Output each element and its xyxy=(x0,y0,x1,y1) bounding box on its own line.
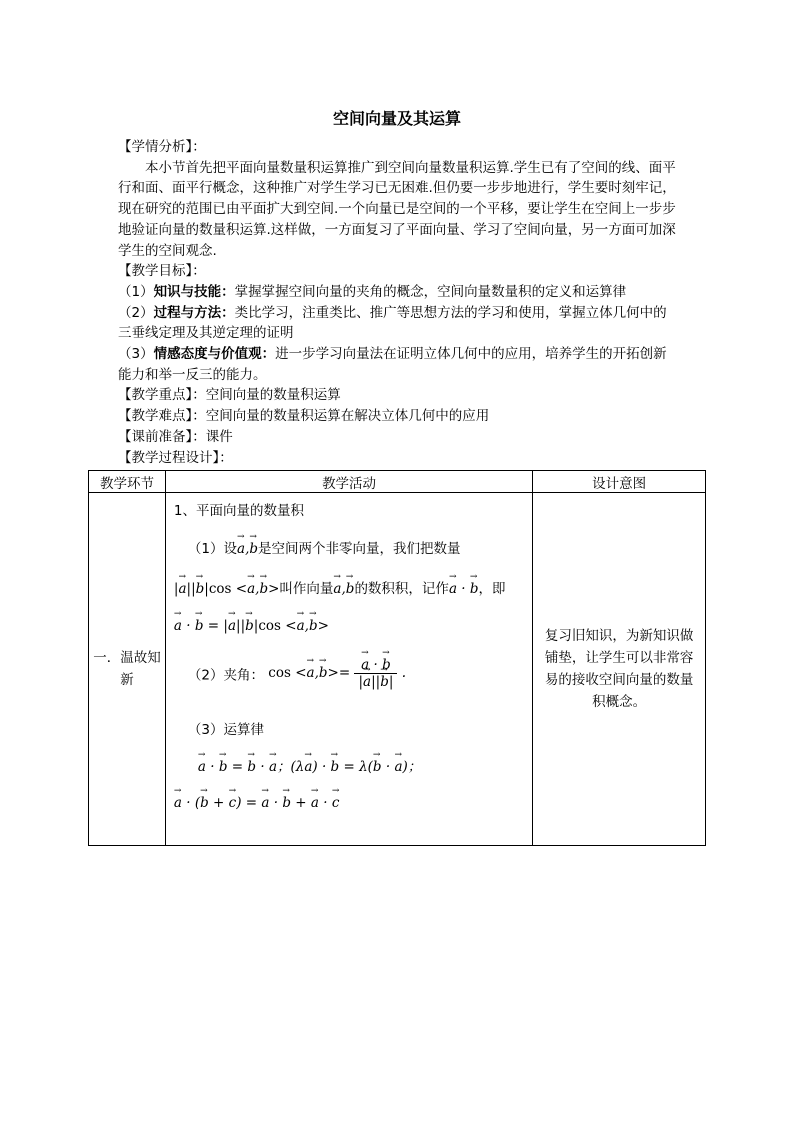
math-vectors-ab: → a,→ b xyxy=(237,541,258,557)
activity-line-3 xyxy=(174,618,329,634)
math-angle-formula: cos <→ a,→ b>= → $\frac{a \cdot \to b}{|\to a||\to b|}$ . xyxy=(268,665,406,681)
header-intent: 设计意图 xyxy=(533,471,706,493)
header-activity: 教学活动 xyxy=(165,471,532,493)
activity-line-5: （3）运算律 xyxy=(187,722,264,738)
goals-heading: 【教学目标】： xyxy=(118,263,206,280)
focus: 【教学重点】：空间向量的数量积运算 xyxy=(118,387,341,404)
math-distributive: → a · (→ b + → c) = → a · → b + → a · → c xyxy=(174,795,340,811)
preparation: 【课前准备】：课件 xyxy=(118,428,233,445)
activity-line-7 xyxy=(174,795,340,811)
stage-cell: 一．温故知新 xyxy=(89,493,166,846)
math-magnitude-cos: |→ a||→ b|cos <→ a,→ b> xyxy=(174,581,280,597)
math-dot-definition: → a · → b = |→ a||→ b|cos <→ a,→ b> xyxy=(174,618,329,634)
activity-line-2: |→ a||→ b|cos <→ a,→ b>叫作向量→ a,→ b的数积积，记作→ a · → b，即 xyxy=(174,577,506,597)
process-table xyxy=(88,470,706,846)
difficulty: 【教学难点】：空间向量的数量积运算在解决立体几何中的应用 xyxy=(118,408,490,425)
activity-line-6 xyxy=(198,755,421,775)
analysis-heading: 【学情分析】： xyxy=(118,139,206,155)
activity-cell xyxy=(165,493,532,846)
table-header-row xyxy=(89,471,706,493)
lesson-plan-body xyxy=(118,137,678,468)
activity-title: 1、平面向量的数量积 xyxy=(173,503,304,519)
goal-2: （2）过程与方法：类比学习，注重类比、推广等思想方法的学习和使用，掌握立体几何中的三垂线定理及其逆定理的证明 xyxy=(118,304,667,342)
math-commutative: → a · → b = → b · → a；(λ→ a) · → b = λ(→ b · → a)； xyxy=(198,759,421,775)
analysis-text: 本小节首先把平面向量数量积运算推广到空间向量数量积运算.学生已有了空间的线、面平行和面、面平行概念，这种推广对学生学习已无困难.但仍要一步步地进行，学生要时刻牢记，现在研究的范围已由平面扩大到空间.一个向量已是空间的一个平移，要让学生在空间上一步步地验证向量的数量积运算.这样做，一方面复习了平面向量、学习了空间向量，另一方面可加深学生的空间观念. xyxy=(118,159,676,259)
activity-line-1: （1）设→ a,→ b是空间两个非零向量，我们把数量 xyxy=(188,537,461,557)
math-vectors-ab-2: → a,→ b xyxy=(333,581,354,597)
goal-3: （3）情感态度与价值观：进一步学习向量法在证明立体几何中的应用，培养学生的开拓创新能力和举一反三的能力。 xyxy=(118,346,667,383)
page-title: 空间向量及其运算 xyxy=(332,109,461,128)
table-row xyxy=(89,493,706,846)
process-heading: 【教学过程设计】： xyxy=(118,449,233,466)
intent-cell: 复习旧知识，为新知识做铺垫，让学生可以非常容易的接收空间向量的数量积概念。 xyxy=(533,493,706,846)
goal-1: （1）知识与技能：掌握掌握空间向量的夹角的概念，空间向量数量积的定义和运算律 xyxy=(118,283,627,300)
header-stage: 教学环节 xyxy=(89,471,166,493)
activity-line-4: （2）夹角： cos <→ a,→ b>= → $\frac{a \cdot \to b}{|\to a||\to b|}$ . xyxy=(188,657,406,690)
math-dot-ab: → a · → b xyxy=(449,581,479,597)
